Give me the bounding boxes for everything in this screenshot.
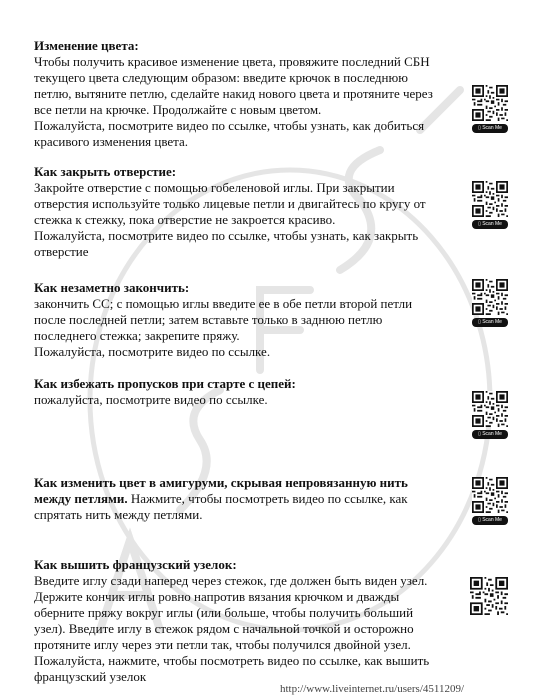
qr-code-icon — [472, 181, 508, 217]
section-avoid-gaps — [34, 376, 464, 408]
qr-code-hide-yarn[interactable] — [472, 477, 508, 525]
text-line: последнего стежка; закрепите пряжу. — [34, 328, 240, 343]
text-line: узел). Введите иглу в стежок рядом с начальной точкой и осторожно — [34, 621, 414, 636]
text-line: Держите кончик иглы ровно напротив вязания крючком и дважды — [34, 589, 400, 604]
text-line: Пожалуйста, посмотрите видео по ссылке. — [34, 344, 271, 359]
section-title: Как закрыть отверстие: — [34, 164, 177, 179]
section-close-hole — [34, 164, 464, 260]
section-hide-yarn — [34, 475, 464, 523]
section-finish-invisibly — [34, 280, 464, 360]
text-line: все петли на крючке. Продолжайте с новым цветом. — [34, 102, 322, 117]
text-line: после последней петли; затем вставьте только в заднюю петлю — [34, 312, 383, 327]
text-line: пожалуйста, посмотрите видео по ссылке. — [34, 392, 268, 407]
qr-code-icon — [472, 279, 508, 315]
section-title: Как избежать пропусков при старте с цепей: — [34, 376, 296, 391]
section-title: Как вышить французский узелок: — [34, 557, 237, 572]
text-line: стежка к стежку, пока отверстие не закроется красиво. — [34, 212, 336, 227]
section-title-cont: между петлями. — [34, 491, 128, 506]
qr-code-close-hole[interactable] — [472, 181, 508, 229]
text-line: протяните иглу через эти петли так, чтобы получился двойной узел. — [34, 637, 411, 652]
qr-code-avoid-gaps[interactable] — [472, 391, 508, 439]
text-line: красивого изменения цвета. — [34, 134, 189, 149]
phone-icon: ▯ — [478, 431, 481, 437]
phone-icon: ▯ — [478, 517, 481, 523]
qr-code-icon — [472, 85, 508, 121]
qr-code-color-change[interactable] — [472, 85, 508, 133]
phone-icon: ▯ — [478, 221, 481, 227]
qr-code-icon — [470, 577, 508, 615]
section-color-change — [34, 38, 464, 150]
scan-me-label: ▯ Scan Me — [472, 220, 508, 229]
text-line: отверстие — [34, 244, 89, 259]
text-line: спрятать нить между петлями. — [34, 507, 203, 522]
text-line: оберните пряжу вокруг иглы (или больше, чтобы получить больший — [34, 605, 414, 620]
qr-code-icon — [472, 477, 508, 513]
text-line: отверстия используйте только лицевые петли и двигайтесь по кругу от — [34, 196, 426, 211]
text-line: Закройте отверстие с помощью гобеленовой иглы. При закрытии — [34, 180, 395, 195]
text-line: Пожалуйста, посмотрите видео по ссылке, чтобы узнать, как добиться — [34, 118, 425, 133]
text-line: закончить СС; с помощью иглы введите ее в обе петли второй петли — [34, 296, 413, 311]
section-french-knot — [34, 557, 464, 685]
qr-code-french-knot[interactable] — [470, 577, 508, 615]
text-line: Пожалуйста, нажмите, чтобы посмотреть видео по ссылке, как вышить — [34, 653, 430, 668]
text-line: французский узелок — [34, 669, 147, 684]
text-line: петлю, вытяните петлю, сделайте накид нового цвета и протяните через — [34, 86, 433, 101]
section-title: Изменение цвета: — [34, 38, 139, 53]
phone-icon: ▯ — [478, 125, 481, 131]
text-line — [34, 491, 464, 507]
text-fragment: Нажмите, чтобы посмотреть видео по ссылке, как — [127, 491, 408, 506]
qr-code-icon — [472, 391, 508, 427]
text-line: Пожалуйста, посмотрите видео по ссылке, чтобы узнать, как закрыть — [34, 228, 419, 243]
section-title: Как незаметно закончить: — [34, 280, 190, 295]
scan-me-label: ▯ Scan Me — [472, 516, 508, 525]
scan-me-label: ▯ Scan Me — [472, 318, 508, 327]
footer-url[interactable]: http://www.liveinternet.ru/users/4511209/ — [280, 683, 465, 695]
qr-code-finish-invisibly[interactable] — [472, 279, 508, 327]
text-line: Введите иглу сзади наперед через стежок, где должен быть виден узел. — [34, 573, 428, 588]
text-line: текущего цвета следующим образом: введите крючок в последнюю — [34, 70, 408, 85]
section-title: Как изменить цвет в амигуруми, скрывая непровязанную нить — [34, 475, 408, 490]
scan-me-label: ▯ Scan Me — [472, 124, 508, 133]
phone-icon: ▯ — [478, 319, 481, 325]
scan-me-label: ▯ Scan Me — [472, 430, 508, 439]
text-line: Чтобы получить красивое изменение цвета, провяжите последний СБН — [34, 54, 430, 69]
